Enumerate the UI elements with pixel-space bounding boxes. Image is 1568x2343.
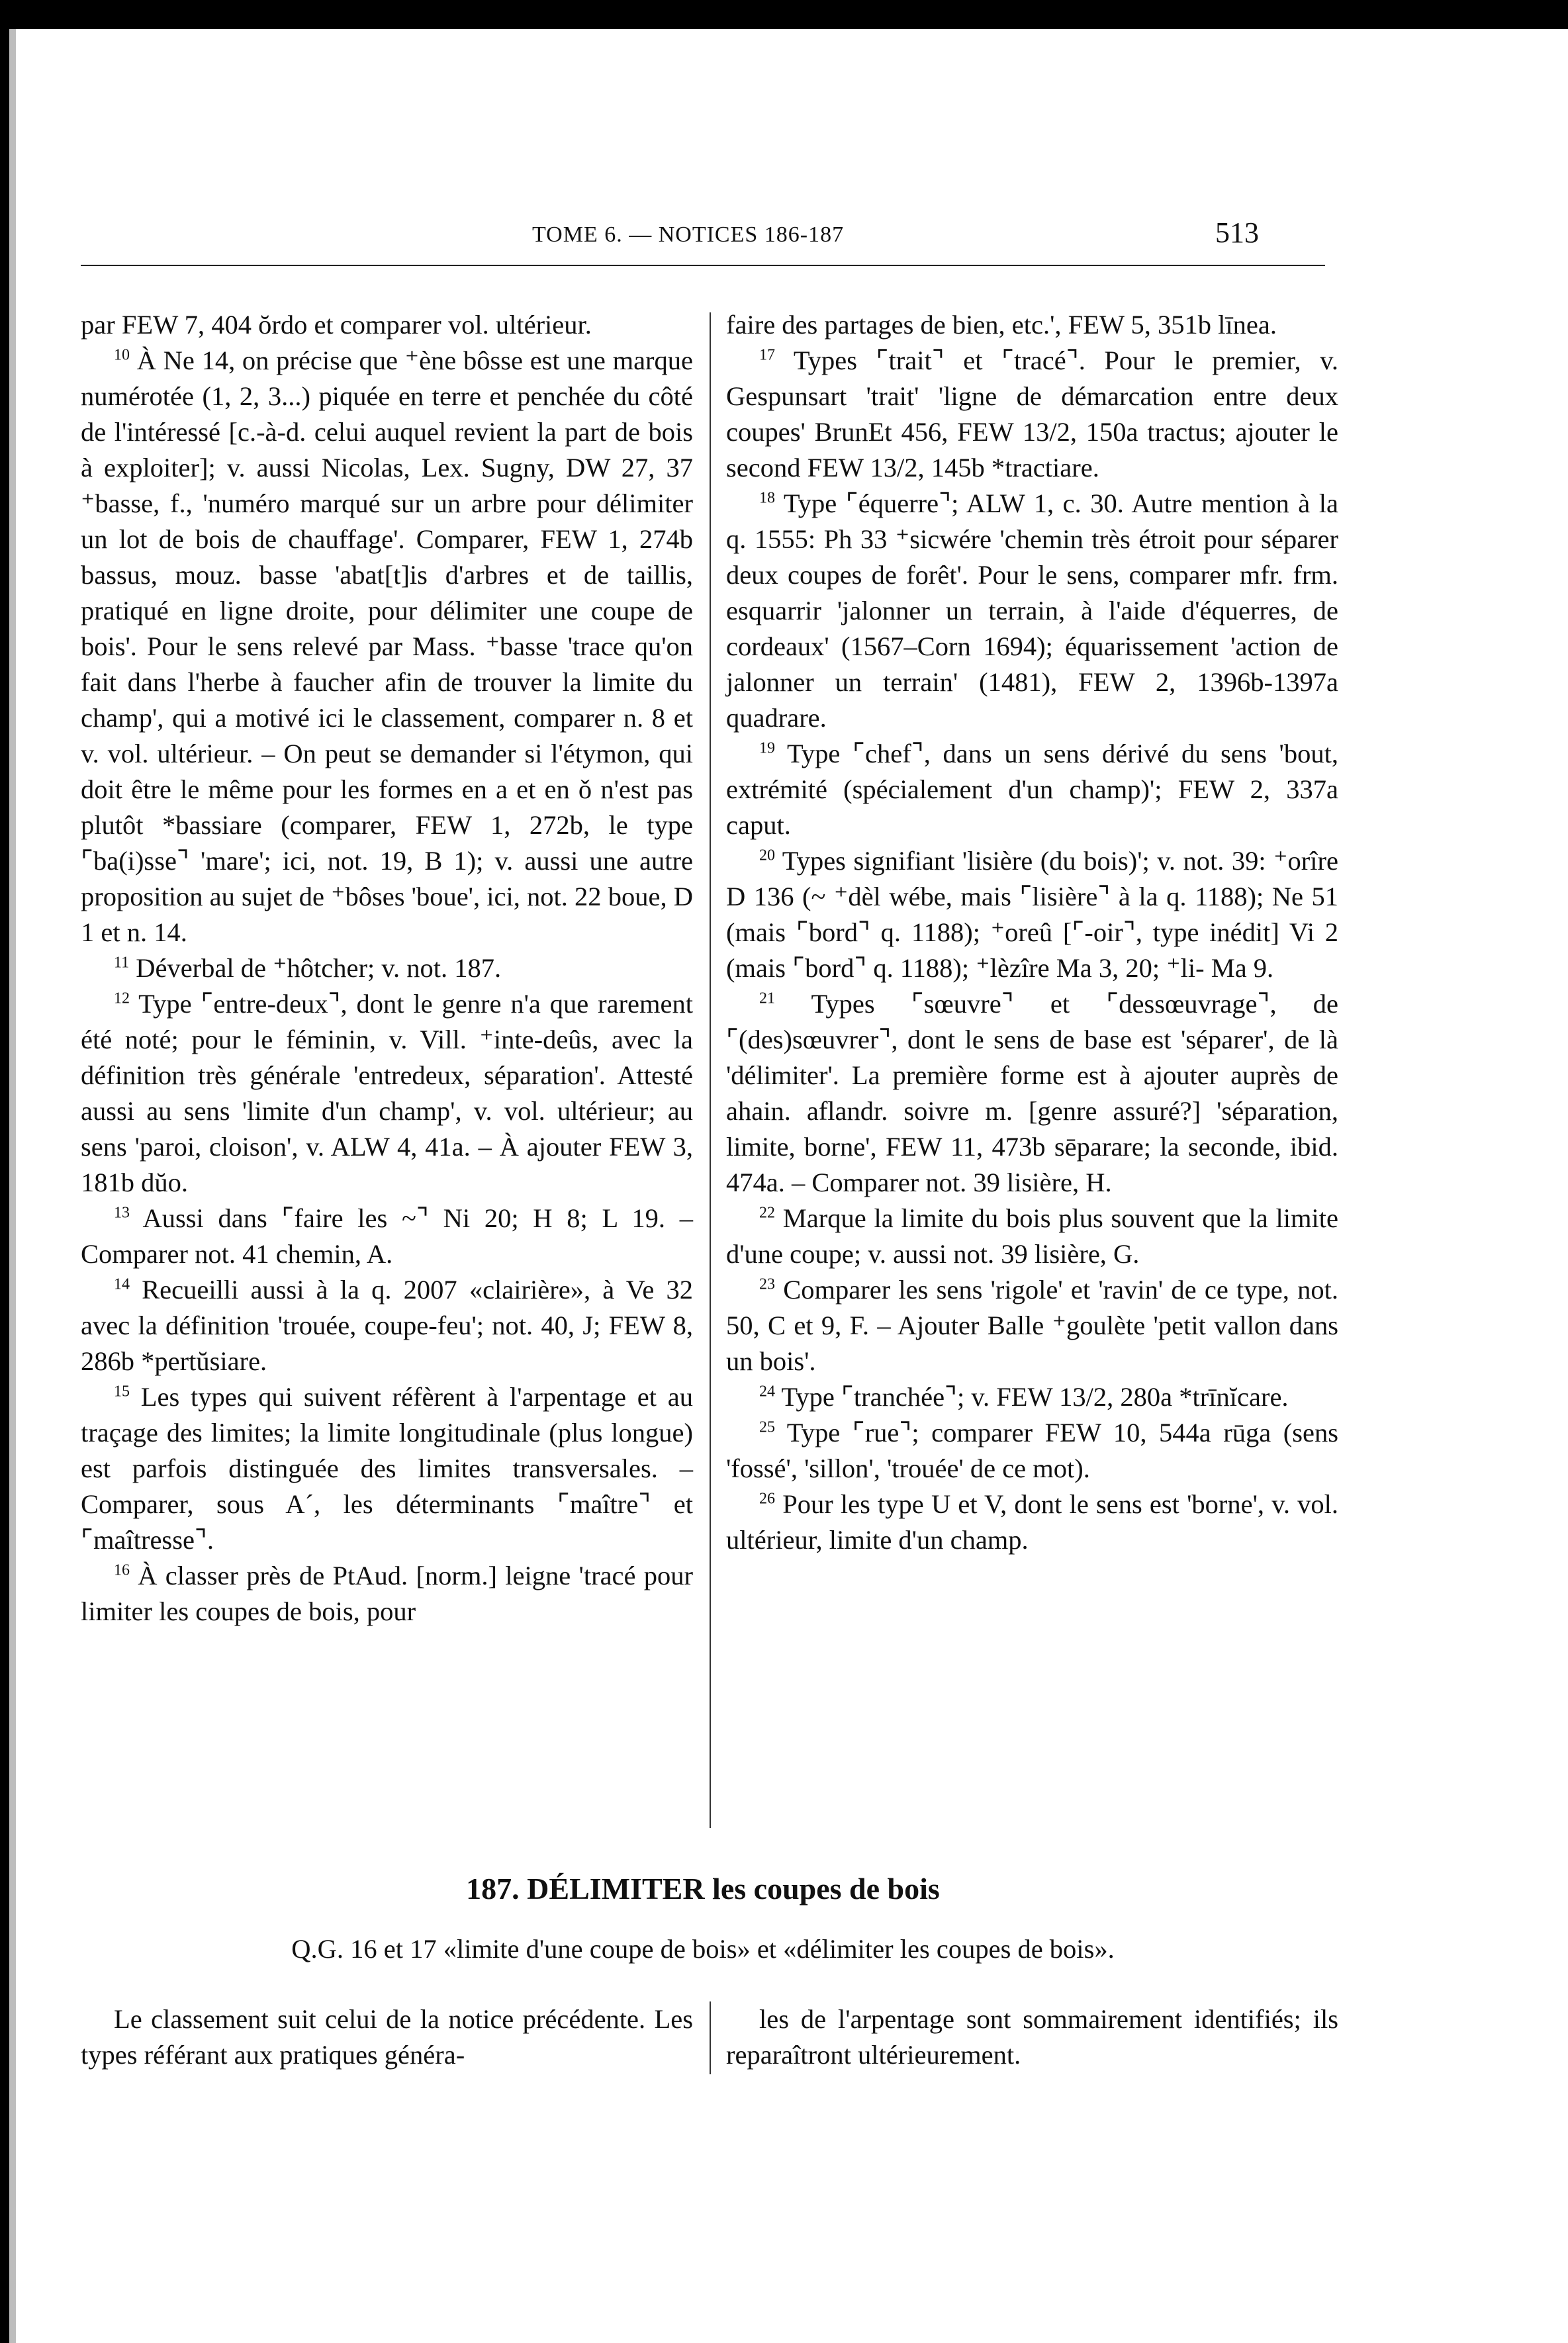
- footnotes-two-columns: [81, 307, 1339, 1823]
- footnote-12: $^{12}$ Type ⌜entre-deux⌝, dont le genre n'a que rarement été noté; pour le féminin, v. Vill. ⁺inte-deûs, avec la définition très générale 'entredeux, séparation'. Attesté aussi au sens 'limite d'un champ', v. vol. ultérieur; au sens 'paroi, cloison', v. ALW 4, 41a. – À ajouter FEW 3, 181b dŭo.: [81, 989, 693, 1197]
- footnote-20: $^{20}$ Types signifiant 'lisière (du bois)'; v. not. 39: ⁺orîre D 136 (~ ⁺dèl wébe, mais ⌜lisière⌝ à la q. 1188); Ne 51 (mais ⌜bord⌝ q. 1188); ⁺oreû [⌜-oir⌝, type inédit] Vi 2 (mais ⌜bord⌝ q. 1188); ⁺lèzîre Ma 3, 20; ⁺li- Ma 9.: [726, 846, 1338, 983]
- footnote-22: $^{22}$ Marque la limite du bois plus souvent que la limite d'une coupe; v. aussi not. 39 lisière, G.: [726, 1203, 1338, 1269]
- footnote-13: $^{13}$ Aussi dans ⌜faire les ~⌝ Ni 20; H 8; L 19. – Comparer not. 41 chemin, A.: [81, 1203, 694, 1269]
- footnote-18: $^{18}$ Type ⌜équerre⌝; ALW 1, c. 30. Autre mention à la q. 1555: Ph 33 ⁺sicwére 'chemin très étroit pour séparer deux coupes de forêt'. Pour le sens, comparer mfr. frm. esquarrir 'jalonner un terrain, à l'aide d'équerres, de cordeaux' (1567–Corn 1694); équarissement 'action de jalonner un terrain' (1481), FEW 2, 1396b-1397a quadrare.: [726, 488, 1339, 733]
- footnote-continuation: par FEW 7, 404 ŏrdo et comparer vol. ultérieur.: [81, 310, 592, 340]
- footnote-25: $^{25}$ Type ⌜rue⌝; comparer FEW 10, 544a rūga (sens 'fossé', 'sillon', 'trouée' de ce mot).: [726, 1418, 1338, 1483]
- notice-column-divider: [710, 2001, 711, 2074]
- notice-left-column: [81, 2001, 693, 2073]
- header-rule: [81, 265, 1325, 266]
- page-number: 513: [1215, 216, 1259, 249]
- notice-right-column: [726, 2001, 1338, 2073]
- footnote-15: $^{15}$ Les types qui suivent réfèrent à l'arpentage et au traçage des limites; la limite longitudinale (plus longue) est parfois distinguée des limites transversales. – Comparer, sous A´, les déterminants ⌜maître⌝ et ⌜maîtresse⌝.: [81, 1382, 693, 1555]
- footnote-23: $^{23}$ Comparer les sens 'rigole' et 'ravin' de ce type, not. 50, C et 9, F. – Ajouter Balle ⁺goulète 'petit vallon dans un bois'.: [726, 1275, 1338, 1376]
- notice-subtitle: Q.G. 16 et 17 «limite d'une coupe de bois» et «délimiter les coupes de bois».: [291, 1934, 1115, 1964]
- notice-left-text: Le classement suit celui de la notice précédente. Les types référant aux pratiques généra-: [81, 2004, 693, 2070]
- notice-body: [81, 2001, 1338, 2081]
- footnote-26: $^{26}$ Pour les type U et V, dont le sens est 'borne', v. vol. ultérieur, limite d'un champ.: [726, 1489, 1338, 1555]
- running-head: TOME 6. — NOTICES 186-187: [532, 222, 845, 247]
- column-divider: [710, 312, 711, 1828]
- footnote-24: $^{24}$ Type ⌜tranchée⌝; v. FEW 13/2, 280a *trīnĭcare.: [759, 1382, 1289, 1412]
- notice-right-text: les de l'arpentage sont sommairement identifiés; ils reparaîtront ultérieurement.: [726, 2004, 1338, 2070]
- footnote-14: $^{14}$ Recueilli aussi à la q. 2007 «clairière», à Ve 32 avec la définition 'trouée, coupe-feu'; not. 40, J; FEW 8, 286b *pertŭsiare.: [81, 1275, 694, 1376]
- footnote-10: $^{10}$ À Ne 14, on précise que ⁺ène bôsse est une marque numérotée (1, 2, 3...) piquée en terre et penchée du côté de l'intéressé [c.-à-d. celui auquel revient la part de bois à exploiter]; v. aussi Nicolas, Lex. Sugny, DW 27, 37 ⁺basse, f., 'numéro marqué sur un arbre pour délimiter un lot de bois de chauffage'. Comparer, FEW 1, 274b bassus, mouz. basse 'abat[t]is d'arbres et de taillis, pratiqué en ligne droite, pour délimiter une coupe de bois'. Pour le sens relevé par Mass. ⁺basse 'trace qu'on fait dans l'herbe à faucher afin de trouver la limite du champ', qui a motivé ici le classement, comparer n. 8 et v. vol. ultérieur. – On peut se demander si l'étymon, qui doit être le même pour les formes en a et en ǒ n'est pas plutôt *bassiare (comparer, FEW 1, 272b, le type ⌜ba(i)sse⌝ 'mare'; ici, not. 19, B 1); v. aussi une autre proposition au sujet de ⁺bôses 'boue', ici, not. 22 boue, D 1 et n. 14.: [81, 345, 694, 947]
- footnote-16-continuation: faire des partages de bien, etc.', FEW 5, 351b līnea.: [726, 310, 1277, 340]
- notice-heading: [81, 1869, 1325, 1967]
- book-page: [9, 29, 1568, 2343]
- footnote-19: $^{19}$ Type ⌜chef⌝, dans un sens dérivé du sens 'bout, extrémité (spécialement d'un champ)'; FEW 2, 337a caput.: [726, 739, 1338, 840]
- footnote-17: $^{17}$ Types ⌜trait⌝ et ⌜tracé⌝. Pour le premier, v. Gespunsart 'trait' 'ligne de démarcation entre deux coupes' BrunEt 456, FEW 13/2, 150a tractus; ajouter le second FEW 13/2, 145b *tractiare.: [726, 345, 1338, 482]
- footnote-11: $^{11}$ Déverbal de ⁺hôtcher; v. not. 187.: [114, 953, 502, 983]
- notice-title: 187. DÉLIMITER les coupes de bois: [466, 1872, 940, 1906]
- right-column: [726, 307, 1338, 1558]
- left-column: [81, 307, 693, 1630]
- footnote-16: $^{16}$ À classer près de PtAud. [norm.] leigne 'tracé pour limiter les coupes de bois, pour: [81, 1561, 694, 1626]
- page-header: [9, 213, 1568, 253]
- footnote-21: $^{21}$ Types ⌜sœuvre⌝ et ⌜dessœuvrage⌝, de ⌜(des)sœuvrer⌝, dont le sens de base est 'séparer', de là 'délimiter'. La première forme est à ajouter auprès de ahain. aflandr. soivre m. [genre assuré?] 'séparation, limite, borne', FEW 11, 473b sēparare; la seconde, ibid. 474a. – Comparer not. 39 lisière, H.: [726, 989, 1338, 1197]
